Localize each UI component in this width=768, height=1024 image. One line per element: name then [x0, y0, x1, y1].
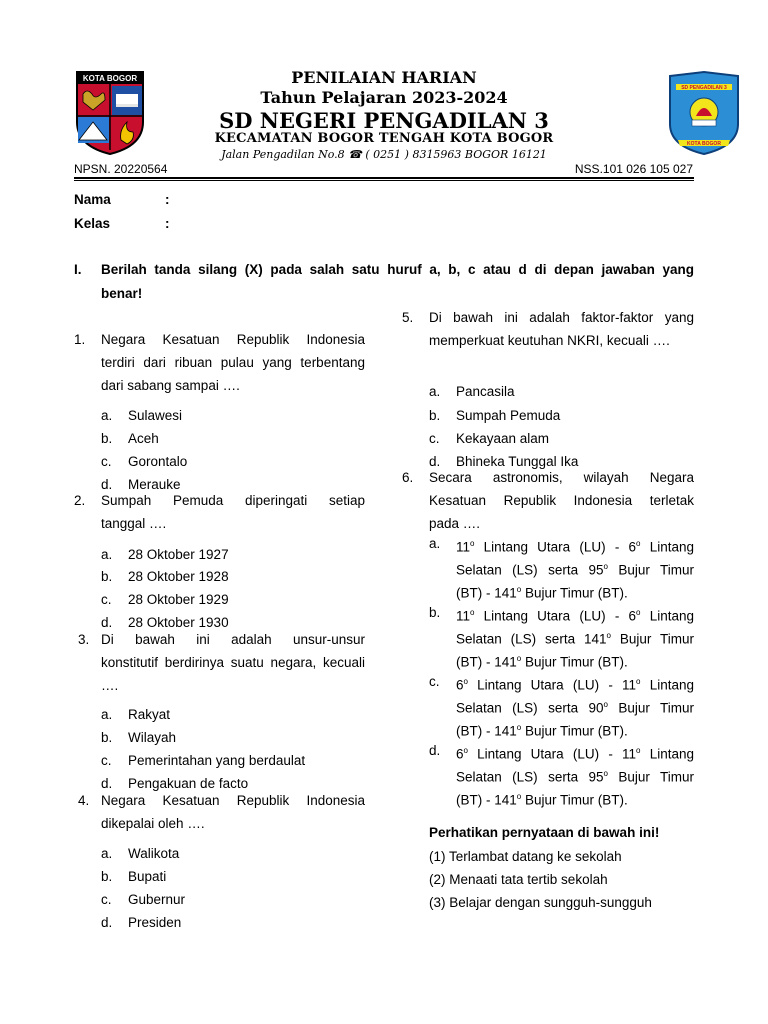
option-text: Pengakuan de facto — [128, 776, 249, 791]
option-letter: d. — [101, 776, 113, 791]
nama-colon: : — [165, 192, 170, 207]
option-text-line: 11$^o$ Lintang Utara (LU) - 6$^o$ Lintang — [456, 608, 694, 624]
option-letter: c. — [101, 753, 112, 768]
option-text: 28 Oktober 1930 — [128, 615, 229, 630]
option-text: 28 Oktober 1927 — [128, 547, 229, 562]
option-letter: b. — [429, 605, 441, 620]
question-text: Negara Kesatuan Republik Indonesia — [101, 793, 365, 808]
option-text: Walikota — [128, 846, 180, 861]
option-text: 28 Oktober 1928 — [128, 569, 229, 584]
option-letter: a. — [101, 707, 113, 722]
question-number: 1. — [74, 332, 86, 347]
option-letter: b. — [101, 431, 113, 446]
option-text: 28 Oktober 1929 — [128, 592, 229, 607]
option-text: Aceh — [128, 431, 159, 446]
npsn-number: NPSN. 20220564 — [74, 162, 168, 176]
option-letter: c. — [101, 454, 112, 469]
page-title: PENILAIAN HARIAN — [291, 68, 477, 87]
header-divider-thin — [74, 180, 694, 181]
question-number: 4. — [78, 793, 90, 808]
option-letter: d. — [429, 454, 441, 469]
question-text: Sumpah Pemuda diperingati setiap — [101, 493, 365, 508]
option-letter: c. — [429, 674, 440, 689]
header-divider — [74, 177, 694, 179]
option-letter: a. — [429, 536, 441, 551]
question-number: 5. — [402, 310, 414, 325]
option-letter: b. — [429, 408, 441, 423]
instruction-line-2: benar! — [101, 286, 143, 301]
option-text-line: (BT) - 141$^o$ Bujur Timur (BT). — [456, 585, 628, 601]
question-text: Secara astronomis, wilayah Negara — [429, 470, 694, 485]
statement-item: (3) Belajar dengan sungguh-sungguh — [429, 895, 652, 910]
question-text: pada …. — [429, 516, 481, 531]
school-address: Jalan Pengadilan No.8 ☎ ( 0251 ) 8315963 BOGOR 16121 — [221, 148, 547, 161]
question-number: 2. — [74, 493, 86, 508]
question-number: 6. — [402, 470, 414, 485]
option-letter: d. — [429, 743, 441, 758]
option-text: Kekayaan alam — [456, 431, 550, 446]
option-text-line: (BT) - 141$^o$ Bujur Timur (BT). — [456, 654, 628, 670]
option-letter: c. — [101, 892, 112, 907]
school-logo-text: SD PENGADILAN 3 — [681, 85, 727, 91]
option-text: Pemerintahan yang berdaulat — [128, 753, 306, 768]
option-letter: b. — [101, 569, 113, 584]
option-text-line: Selatan (LS) serta 95$^o$ Bujur Timur — [456, 562, 694, 578]
option-letter: d. — [101, 615, 113, 630]
option-letter: a. — [429, 384, 441, 399]
option-text: Presiden — [128, 915, 182, 930]
question-text: konstitutif berdirinya suatu negara, kecuali — [101, 655, 365, 670]
option-text: Gubernur — [128, 892, 186, 907]
kelas-colon: : — [165, 216, 170, 231]
option-letter: a. — [101, 408, 113, 423]
question-text: Di bawah ini adalah faktor-faktor yang — [429, 310, 694, 325]
option-text-line: 6$^o$ Lintang Utara (LU) - 11$^o$ Lintang — [456, 746, 694, 762]
option-letter: a. — [101, 547, 113, 562]
school-name: SD NEGERI PENGADILAN 3 — [219, 108, 549, 133]
option-text-line: 6$^o$ Lintang Utara (LU) - 11$^o$ Lintang — [456, 677, 694, 693]
option-text-line: (BT) - 141$^o$ Bujur Timur (BT). — [456, 792, 628, 808]
question-text: …. — [101, 678, 119, 693]
instruction-line-1: Berilah tanda silang (X) pada salah satu huruf a, b, c atau d di depan jawaban yang — [101, 262, 694, 277]
option-letter: d. — [101, 477, 113, 492]
option-text: Sumpah Pemuda — [456, 408, 561, 423]
option-text: Bupati — [128, 869, 167, 884]
question-text: terdiri dari ribuan pulau yang terbentang — [101, 355, 365, 370]
option-text: Sulawesi — [128, 408, 183, 423]
option-text-line: (BT) - 141$^o$ Bujur Timur (BT). — [456, 723, 628, 739]
option-text-line: 11$^o$ Lintang Utara (LU) - 6$^o$ Lintang — [456, 539, 694, 555]
question-text: Kesatuan Republik Indonesia terletak — [429, 493, 694, 508]
question-text: memperkuat keutuhan NKRI, kecuali …. — [429, 333, 670, 348]
option-text: Wilayah — [128, 730, 177, 745]
question-text: Negara Kesatuan Republik Indonesia — [101, 332, 365, 347]
option-text: Rakyat — [128, 707, 171, 722]
kelas-label: Kelas — [74, 216, 111, 231]
question-text: dari sabang sampai …. — [101, 378, 240, 393]
nama-label: Nama — [74, 192, 111, 207]
question-text: dikepalai oleh …. — [101, 816, 205, 831]
question-number: 3. — [78, 632, 90, 647]
question-text: tanggal …. — [101, 516, 167, 531]
question-text: Di bawah ini adalah unsur-unsur — [101, 632, 365, 647]
school-logo-bottom-text: KOTA BOGOR — [687, 141, 721, 147]
option-text-line: Selatan (LS) serta 90$^o$ Bujur Timur — [456, 700, 694, 716]
statements-heading: Perhatikan pernyataan di bawah ini! — [429, 825, 660, 840]
option-text-line: Selatan (LS) serta 141$^o$ Bujur Timur — [456, 631, 694, 647]
option-letter: d. — [101, 915, 113, 930]
option-text: Pancasila — [456, 384, 515, 399]
option-text: Merauke — [128, 477, 181, 492]
kota-bogor-logo-text: KOTA BOGOR — [82, 74, 138, 83]
section-number: I. — [74, 262, 82, 277]
statement-item: (1) Terlambat datang ke sekolah — [429, 849, 622, 864]
option-text: Bhineka Tunggal Ika — [456, 454, 579, 469]
academic-year: Tahun Pelajaran 2023-2024 — [260, 88, 508, 107]
statement-item: (2) Menaati tata tertib sekolah — [429, 872, 608, 887]
option-letter: b. — [101, 730, 113, 745]
option-letter: c. — [429, 431, 440, 446]
nss-number: NSS.101 026 105 027 — [574, 162, 693, 176]
option-text-line: Selatan (LS) serta 95$^o$ Bujur Timur — [456, 769, 694, 785]
option-text: Gorontalo — [128, 454, 188, 469]
option-letter: c. — [101, 592, 112, 607]
option-letter: b. — [101, 869, 113, 884]
option-letter: a. — [101, 846, 113, 861]
district-name: KECAMATAN BOGOR TENGAH KOTA BOGOR — [214, 131, 554, 146]
